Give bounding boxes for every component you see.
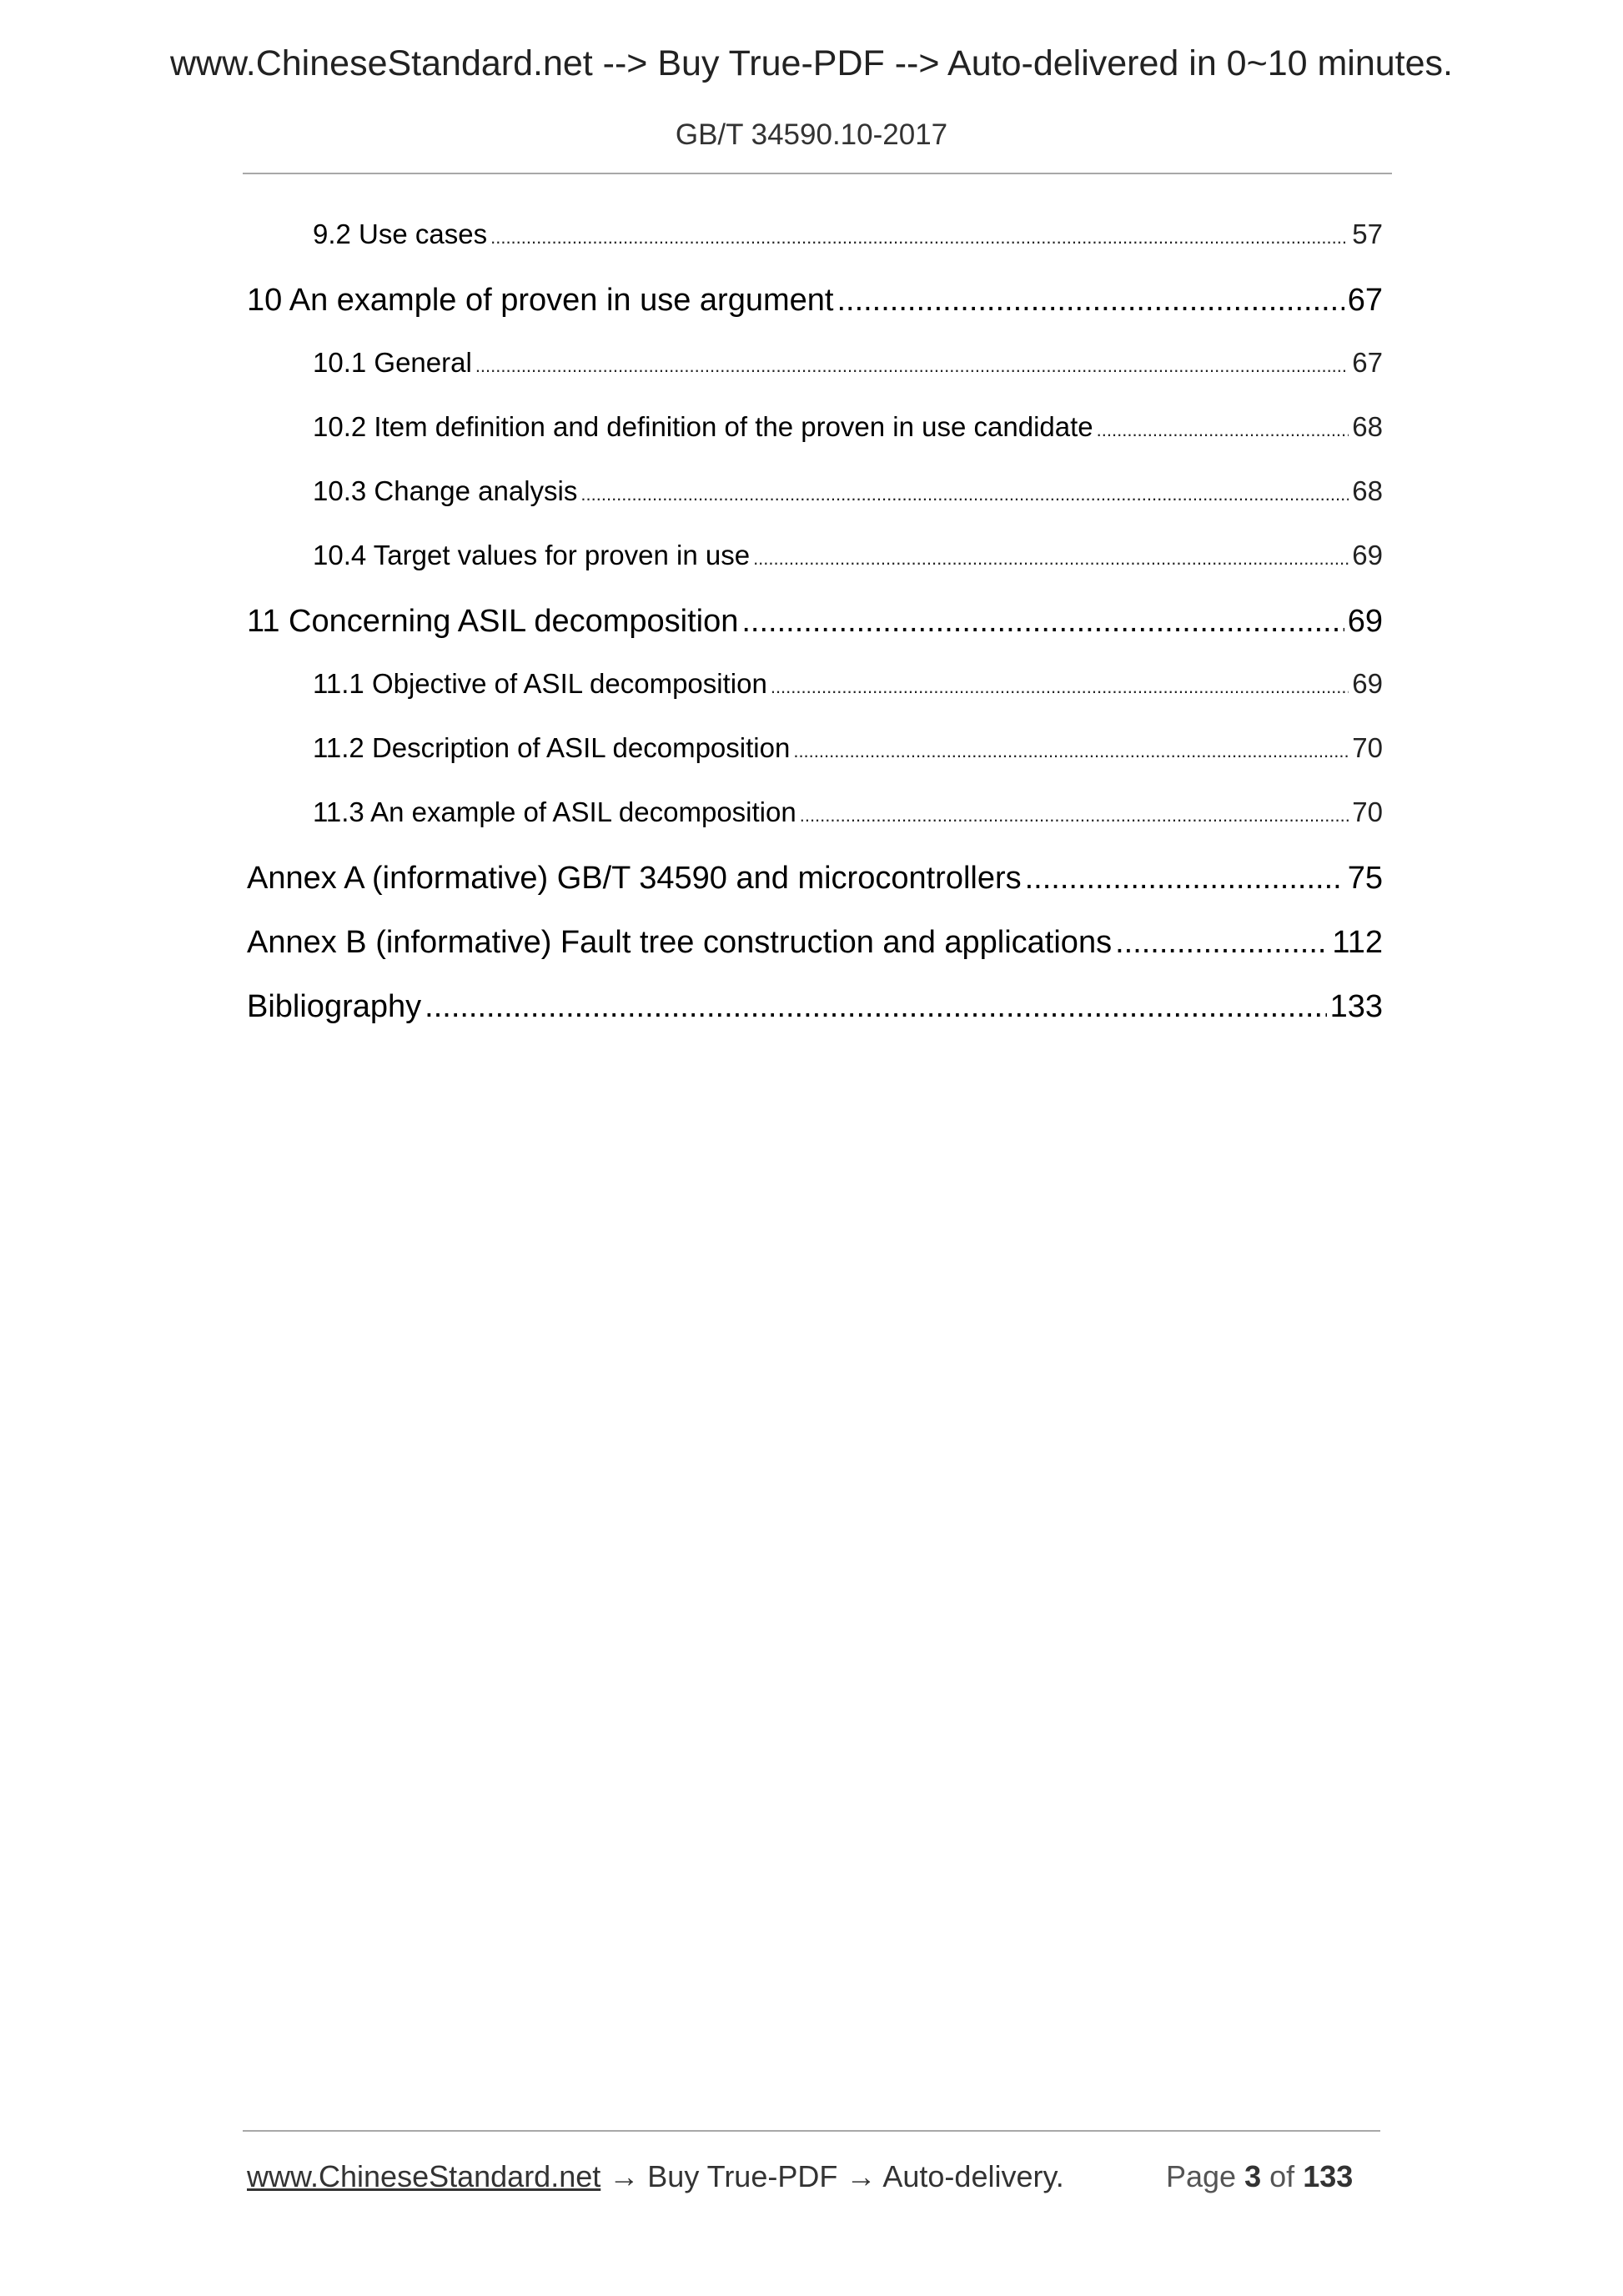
toc-entry-11-1[interactable] xyxy=(313,668,1383,700)
toc-dot-leader xyxy=(741,604,1344,640)
toc-entry-9-2[interactable] xyxy=(313,219,1383,250)
toc-dot-leader xyxy=(793,741,1349,762)
toc-page-number: 67 xyxy=(1347,283,1383,318)
toc-entry-11-3[interactable] xyxy=(313,796,1383,828)
page-indicator xyxy=(1166,2159,1353,2194)
toc-entry-annex-b[interactable] xyxy=(247,925,1383,961)
toc-entry-bibliography[interactable] xyxy=(247,989,1383,1025)
toc-entry-title: 11.3 An example of ASIL decomposition xyxy=(313,796,796,827)
toc-page-number: 133 xyxy=(1329,989,1383,1024)
toc-page-number: 70 xyxy=(1352,732,1383,763)
toc-dot-leader xyxy=(1097,420,1349,441)
footer-delivery-text: Auto-delivery. xyxy=(882,2159,1064,2193)
toc-entry-title: 11.1 Objective of ASIL decomposition xyxy=(313,668,767,699)
toc-entry-title: 9.2 Use cases xyxy=(313,219,488,249)
toc-entry-title: 10.4 Target values for proven in use xyxy=(313,540,751,570)
toc-entry-title: 10.1 General xyxy=(313,347,472,378)
toc-page-number: 69 xyxy=(1347,604,1383,639)
arrow-right-icon: → xyxy=(609,2159,640,2193)
toc-entry-10-4[interactable] xyxy=(313,540,1383,571)
toc-page-number: 57 xyxy=(1352,219,1383,249)
toc-dot-leader xyxy=(837,283,1344,319)
footer-site-link[interactable]: www.ChineseStandard.net xyxy=(247,2159,601,2193)
page-label: Page xyxy=(1166,2159,1237,2193)
toc-entry-title: 11.2 Description of ASIL decomposition xyxy=(313,732,791,763)
current-page-number: 3 xyxy=(1244,2159,1262,2193)
toc-page-number: 68 xyxy=(1352,411,1383,442)
toc-page-number: 112 xyxy=(1332,925,1383,960)
toc-page-number: 70 xyxy=(1352,796,1383,827)
toc-dot-leader xyxy=(753,548,1349,570)
toc-entry-10[interactable] xyxy=(247,283,1383,319)
toc-entry-title: 10.2 Item definition and definition of the proven in use candidate xyxy=(313,411,1093,442)
footer-divider xyxy=(243,2130,1380,2132)
toc-entry-title: Annex A (informative) GB/T 34590 and microcontrollers xyxy=(247,861,1022,896)
toc-page-number: 69 xyxy=(1352,668,1383,699)
total-page-count: 133 xyxy=(1303,2159,1354,2193)
toc-dot-leader xyxy=(580,484,1349,505)
footer-promo xyxy=(247,2159,1064,2194)
toc-page-number: 69 xyxy=(1352,540,1383,570)
footer-buy-text: Buy True-PDF xyxy=(647,2159,838,2193)
toc-dot-leader xyxy=(1115,925,1329,961)
arrow-right-icon: → xyxy=(846,2159,877,2193)
toc-entry-title: 10 An example of proven in use argument xyxy=(247,283,834,318)
toc-entry-title: Bibliography xyxy=(247,989,422,1024)
toc-dot-leader xyxy=(771,676,1349,698)
page-of-label: of xyxy=(1269,2159,1295,2193)
table-of-contents xyxy=(0,0,1623,1084)
toc-dot-leader xyxy=(490,227,1349,249)
toc-page-number: 67 xyxy=(1352,347,1383,378)
toc-entry-title: Annex B (informative) Fault tree construction and applications xyxy=(247,925,1113,960)
toc-entry-annex-a[interactable] xyxy=(247,861,1383,897)
toc-entry-10-3[interactable] xyxy=(313,475,1383,507)
toc-dot-leader xyxy=(800,805,1349,826)
toc-page-number: 68 xyxy=(1352,475,1383,506)
site-banner: www.ChineseStandard.net --> Buy True-PDF --> Auto-delivered in 0~10 minutes. xyxy=(169,43,1453,83)
toc-dot-leader xyxy=(475,355,1349,377)
toc-dot-leader xyxy=(425,989,1326,1025)
toc-page-number: 75 xyxy=(1347,861,1383,896)
toc-entry-10-2[interactable] xyxy=(313,411,1383,443)
toc-entry-title: 11 Concerning ASIL decomposition xyxy=(247,604,739,639)
document-number: GB/T 34590.10-2017 xyxy=(675,118,948,151)
toc-entry-10-1[interactable] xyxy=(313,347,1383,379)
toc-entry-title: 10.3 Change analysis xyxy=(313,475,578,506)
toc-dot-leader xyxy=(1025,861,1344,897)
toc-entry-11[interactable] xyxy=(247,604,1383,640)
toc-entry-11-2[interactable] xyxy=(313,732,1383,764)
